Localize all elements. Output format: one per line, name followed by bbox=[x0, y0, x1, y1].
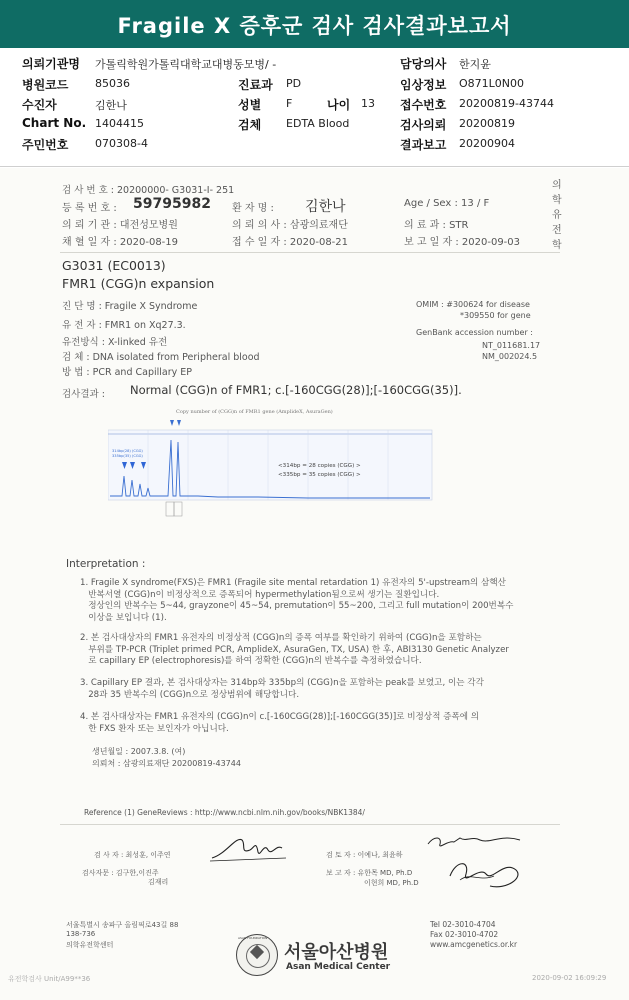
divider bbox=[60, 824, 560, 825]
exam-number: 검 사 번 호 : 20200000- G3031-I- 251 bbox=[62, 185, 235, 196]
field-label: 성별 bbox=[238, 98, 262, 112]
chart-plot-area bbox=[108, 430, 432, 500]
interpretation-2: 2. 본 검사대상자의 FMR1 유전자의 비정상적 (CGG)n의 증폭 여부를 확인하기 위하여 (CGG)n을 포함하는 부위를 TP-PCR (Triplet primed PCR, AmplideX, AsuraGen, TX, USA) 한 후, ABI3130 Genetic Analyzer 로 capillary EP (electrophoresis)를 하여 정확한 (CGG)n의 반복수를 측정하였습니다. bbox=[80, 633, 509, 666]
header-divider bbox=[0, 166, 629, 167]
address-line: 서울특별시 송파구 올림픽로43길 88 bbox=[66, 921, 179, 929]
capillary-ep-chart bbox=[108, 406, 438, 526]
registration-number: 59795982 bbox=[133, 196, 211, 212]
scanned-report bbox=[0, 168, 629, 1000]
chart-legend-335: <335bp = 35 copies (CGG) > bbox=[278, 472, 361, 478]
address-zip: 138-736 bbox=[66, 930, 96, 938]
field-value: EDTA Blood bbox=[286, 117, 350, 130]
chart-legend-314: <314bp = 28 copies (CGG) > bbox=[278, 463, 361, 469]
field-label: 임상정보 bbox=[400, 78, 447, 92]
interpretation-1: 1. Fragile X syndrome(FXS)은 FMR1 (Fragile site mental retardation 1) 유전자의 5'-upstream의 삼핵산 반복서열 (CGG)n이 비정상적으로 증폭되어 hypermethylation됨으로써 생기는 질환입니다. 정상인의 반복수는 5~44, grayzone이 45~54, premutation이 55~200, 그리고 full mutation이 200번복수 이상을 보입니다 (1). bbox=[80, 578, 514, 623]
genbank-label: GenBank accession number : bbox=[416, 328, 533, 337]
genbank-nm: NM_002024.5 bbox=[482, 352, 538, 361]
omim-gene: *309550 for gene bbox=[460, 311, 531, 320]
field-label: 주민번호 bbox=[22, 138, 69, 152]
examiner: 검 사 자 : 최성훈, 이주연 bbox=[94, 851, 171, 859]
footer-timestamp: 2020-09-02 16:09:29 bbox=[532, 974, 607, 982]
institution: 의 뢰 기 관 : 대전성모병원 bbox=[62, 220, 178, 231]
website: www.amcgenetics.or.kr bbox=[430, 940, 518, 949]
vertical-label: 의학유전학 bbox=[552, 180, 562, 251]
field-value: 070308-4 bbox=[95, 137, 148, 150]
birth-date: 생년월일 : 2007.3.8. (여) bbox=[92, 747, 186, 756]
gene: 유 전 자 : FMR1 on Xq27.3. bbox=[62, 320, 186, 331]
chart-side-label: 314bp(28) (CGG) bbox=[112, 449, 143, 453]
result-value: Normal (CGG)n of FMR1; c.[-160CGG(28)];[-160CGG(35)]. bbox=[130, 383, 462, 397]
examiner-advisor-2: 김재리 bbox=[148, 878, 169, 886]
collect-date: 채 혈 일 자 : 2020-08-19 bbox=[62, 237, 179, 248]
field-label: 나이 bbox=[327, 98, 351, 112]
examiner-signature bbox=[206, 828, 296, 868]
chart-side-label: 335bp(35) (CGG) bbox=[112, 454, 143, 458]
genbank-nt: NT_011681.17 bbox=[482, 341, 541, 350]
chart-peak-marker bbox=[174, 502, 182, 516]
omim-disease: OMIM : #300624 for disease bbox=[416, 300, 530, 309]
field-value: O871L0N00 bbox=[459, 77, 525, 90]
field-value: 13 bbox=[361, 97, 375, 110]
referring-doctor: 의 뢰 의 사 : 삼광의료재단 bbox=[232, 220, 348, 231]
field-label: 결과보고 bbox=[400, 138, 447, 152]
reviewer: 검 토 자 : 이예나, 최윤하 bbox=[326, 851, 403, 859]
field-value: 85036 bbox=[95, 77, 130, 90]
reviewer-signature bbox=[420, 830, 540, 900]
result-label: 검사결과 : bbox=[62, 389, 105, 400]
diagnosis: 진 단 명 : Fragile X Syndrome bbox=[62, 301, 198, 312]
examiner-advisor: 검사자문 : 김구한,이진주 bbox=[82, 869, 159, 877]
field-value: F bbox=[286, 97, 293, 110]
field-value: PD bbox=[286, 77, 302, 90]
interpretation-3: 3. Capillary EP 결과, 본 검사대상자는 314bp와 335bp의 (CGG)n을 포함하는 peak를 보였고, 이는 각각 28과 35 반복수의 (CGG)n으로 정상범위에 해당합니다. bbox=[80, 678, 484, 700]
field-label: 접수번호 bbox=[400, 98, 447, 112]
seal-text: ASAN FOUNDATION bbox=[238, 936, 268, 940]
field-label: 병원코드 bbox=[22, 78, 69, 92]
address-center: 의학유전학센터 bbox=[66, 941, 114, 949]
reference: Reference (1) GeneReviews : http://www.ncbi.nlm.nih.gov/books/NBK1384/ bbox=[84, 808, 365, 817]
registration-label: 등 록 번 호 : bbox=[62, 203, 117, 214]
referral-info: 의뢰처 : 삼광의료재단 20200819-43744 bbox=[92, 759, 241, 768]
hospital-name-ko: 서울아산병원 bbox=[284, 942, 389, 963]
interpretation-title: Interpretation : bbox=[66, 558, 146, 570]
field-label: 진료과 bbox=[238, 78, 273, 92]
field-label: 수진자 bbox=[22, 98, 57, 112]
field-value: 20200904 bbox=[459, 137, 515, 150]
hospital-name-en: Asan Medical Center bbox=[286, 962, 391, 972]
age-sex: Age / Sex : 13 / F bbox=[404, 198, 490, 209]
patient-name: 김한나 bbox=[305, 199, 346, 215]
field-label: Chart No. bbox=[22, 116, 87, 130]
field-label: 의뢰기관명 bbox=[22, 57, 80, 71]
field-value: 김한나 bbox=[95, 99, 127, 112]
test-code: G3031 (EC0013) bbox=[62, 258, 166, 273]
report-date: 보 고 일 자 : 2020-09-03 bbox=[404, 237, 521, 248]
fax: Fax 02-3010-4702 bbox=[430, 930, 499, 939]
report-title: Fragile X 증후군 검사 검사결과보고서 bbox=[117, 14, 512, 38]
hospital-seal-logo bbox=[236, 934, 278, 976]
test-name: FMR1 (CGG)n expansion bbox=[62, 276, 215, 291]
chart-arrows bbox=[170, 420, 181, 426]
field-value: 1404415 bbox=[95, 117, 144, 130]
field-value: 가톨릭학원가톨릭대학교대병동모병/ - bbox=[95, 58, 277, 71]
chart-title: Copy number of (CGG)n of FMR1 gene (AmplideX, AsuraGen) bbox=[176, 409, 333, 415]
method: 방 법 : PCR and Capillary EP bbox=[62, 367, 192, 378]
reporter: 보 고 자 : 유한목 MD, Ph.D bbox=[326, 869, 413, 877]
interpretation-4: 4. 본 검사대상자는 FMR1 유전자의 (CGG)n이 c.[-160CGG(28)];[-160CGG(35)]로 비정상적 증폭에 의 한 FXS 환자 또는 보인자가 아닙니다. bbox=[80, 712, 480, 734]
chart-peak-marker bbox=[166, 502, 174, 516]
divider bbox=[60, 252, 560, 253]
receive-date: 접 수 일 자 : 2020-08-21 bbox=[232, 237, 349, 248]
inheritance: 유전방식 : X-linked 유전 bbox=[62, 337, 168, 348]
patient-label: 환 자 명 : bbox=[232, 203, 274, 214]
specimen: 검 체 : DNA isolated from Peripheral blood bbox=[62, 352, 260, 363]
footer-unit: 유전학검사 Unit/A99**36 bbox=[8, 975, 91, 983]
field-value: 20200819-43744 bbox=[459, 97, 554, 110]
department: 의 료 과 : STR bbox=[404, 220, 469, 231]
field-label: 검체 bbox=[238, 118, 262, 132]
phone: Tel 02-3010-4704 bbox=[430, 920, 496, 929]
report-header-band bbox=[0, 0, 629, 48]
field-value: 한지윤 bbox=[459, 58, 491, 71]
field-label: 담당의사 bbox=[400, 57, 447, 71]
field-value: 20200819 bbox=[459, 117, 515, 130]
field-label: 검사의뢰 bbox=[400, 118, 447, 132]
reporter-2: 이현희 MD, Ph.D bbox=[364, 879, 419, 887]
